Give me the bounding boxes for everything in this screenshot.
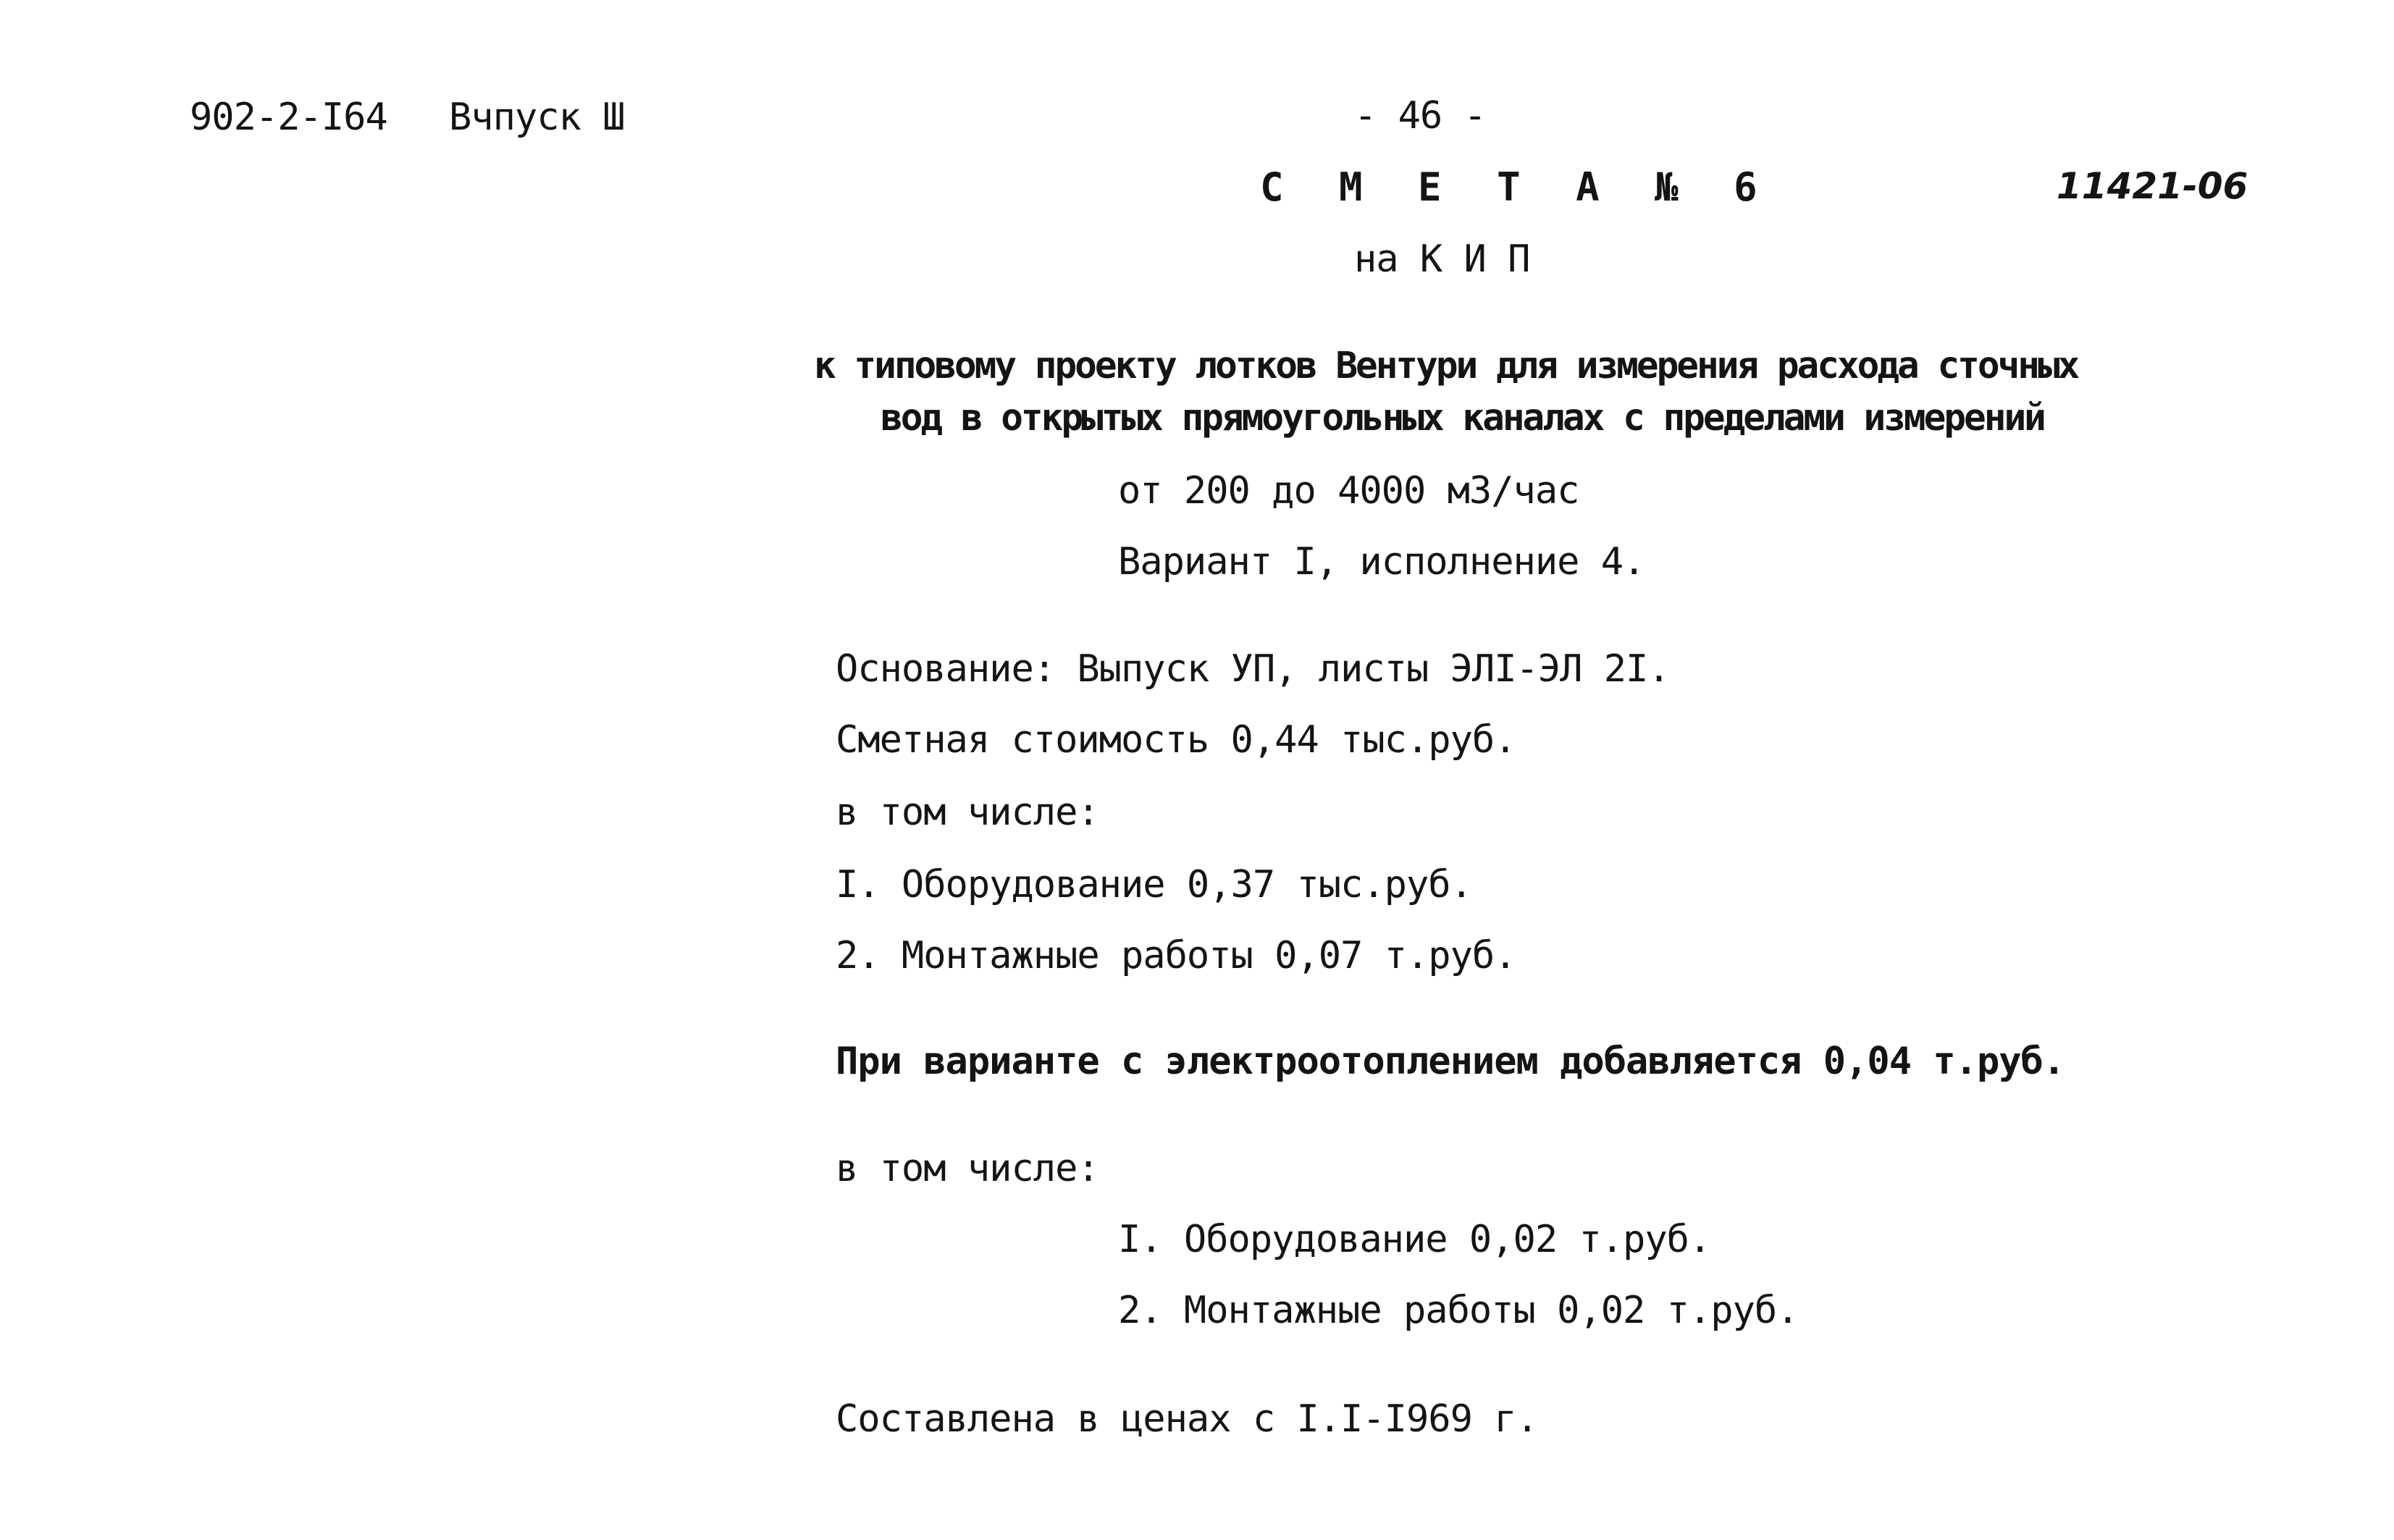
doc-code: 902-2-I64 [190,96,387,139]
description-line-3: от 200 до 4000 м3/час [1118,469,1579,513]
description-line-1: к типовому проекту лотков Вентури для измерения расхода сточных [814,345,2078,387]
cost-item-equipment: I. Оборудование 0,37 тыс.руб. [836,863,1472,906]
total-cost: Сметная стоимость 0,44 тыс.руб. [836,718,1516,762]
description-line-2: вод в открытых прямоугольных каналах с пределами измерений [881,397,2044,439]
electric-heating-item-equipment: I. Оборудование 0,02 т.руб. [1118,1218,1711,1261]
page-number: - 46 - [1354,94,1486,138]
cost-item-installation: 2. Монтажные работы 0,07 т.руб. [836,934,1516,977]
electric-heating-text: При варианте с электроотоплением добавляется 0,04 т.руб. [836,1040,2065,1083]
estimate-title: С М Е Т А № 6 [1260,164,1773,210]
handwritten-id: 11421-06 [2057,165,2248,207]
basis-text: Основание: Выпуск УП, листы ЭЛI-ЭЛ 2I. [836,647,1670,691]
estimate-subject: на К И П [1354,237,1530,281]
electric-heating-including-label: в том числе: [836,1147,1099,1190]
electric-heating-item-installation: 2. Монтажные работы 0,02 т.руб. [1118,1289,1799,1332]
issue-label: Вчпуск Ш [449,96,625,139]
description-line-4: Вариант I, исполнение 4. [1118,540,1645,584]
including-label: в том числе: [836,791,1099,834]
price-basis-footer: Составлена в ценах с I.I-I969 г. [836,1397,1538,1441]
